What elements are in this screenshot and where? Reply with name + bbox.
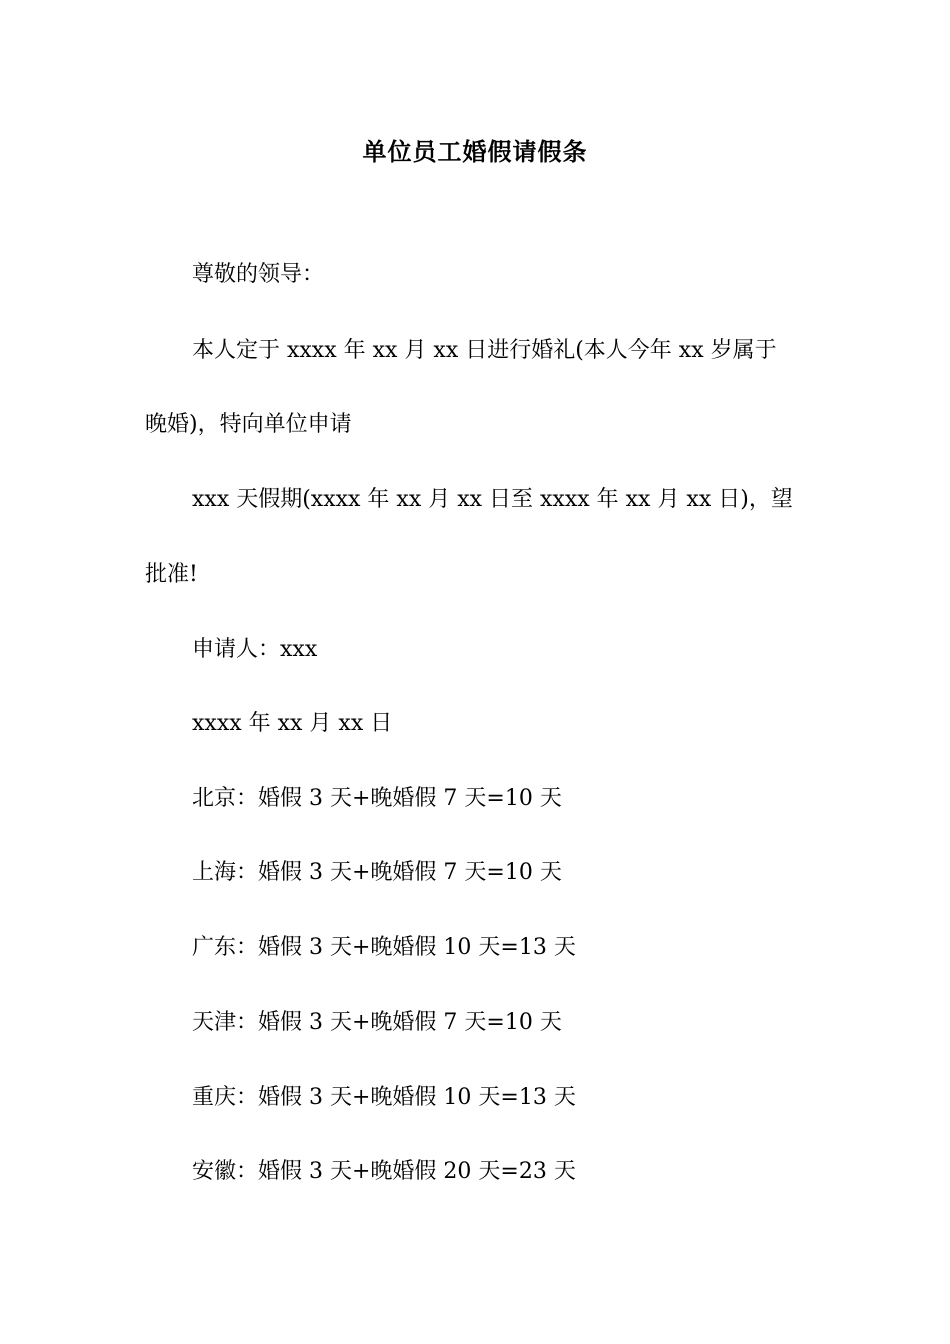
- leave-rule-anhui: 安徽：婚假 3 天+晚婚假 20 天=23 天: [192, 1159, 576, 1184]
- document-title: 单位员工婚假请假条: [362, 137, 588, 166]
- applicant-line: 申请人：xxx: [192, 637, 318, 662]
- leave-rule-chongqing: 重庆：婚假 3 天+晚婚假 10 天=13 天: [192, 1085, 576, 1110]
- body-line-2: 晚婚)，特向单位申请: [145, 412, 352, 437]
- body-line-3: xxx 天假期(xxxx 年 xx 月 xx 日至 xxxx 年 xx 月 xx 日)，望: [192, 487, 793, 512]
- greeting: 尊敬的领导：: [192, 262, 325, 287]
- leave-rule-tianjin: 天津：婚假 3 天+晚婚假 7 天=10 天: [192, 1010, 562, 1035]
- body-line-4: 批准!: [145, 562, 198, 587]
- date-line: xxxx 年 xx 月 xx 日: [192, 711, 393, 736]
- body-line-1: 本人定于 xxxx 年 xx 月 xx 日进行婚礼(本人今年 xx 岁属于: [192, 338, 777, 363]
- leave-rule-shanghai: 上海：婚假 3 天+晚婚假 7 天=10 天: [192, 860, 562, 885]
- leave-rule-guangdong: 广东：婚假 3 天+晚婚假 10 天=13 天: [192, 935, 576, 960]
- leave-rule-beijing: 北京：婚假 3 天+晚婚假 7 天=10 天: [192, 786, 562, 811]
